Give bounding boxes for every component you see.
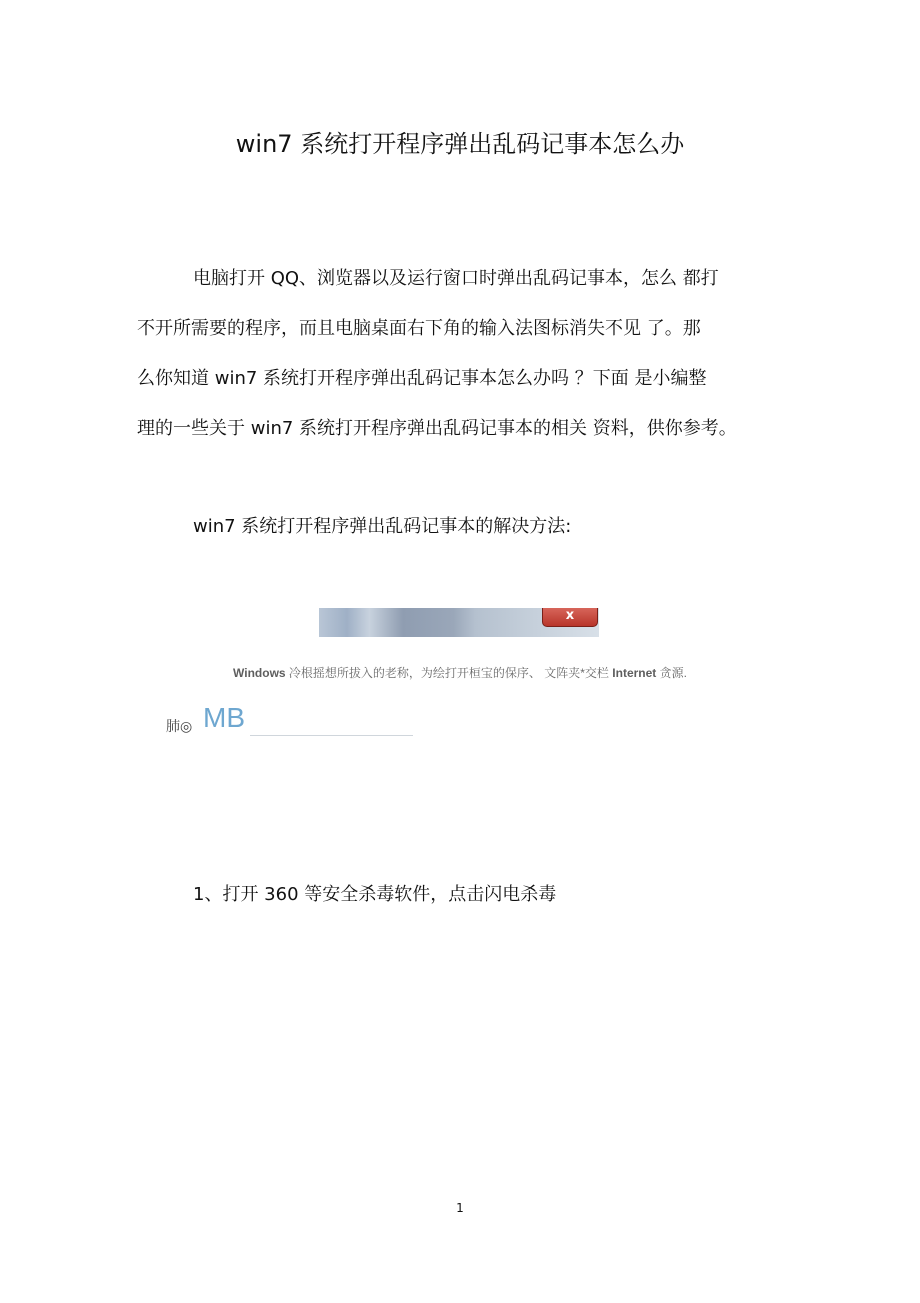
close-button-icon: x xyxy=(542,608,598,627)
embedded-screenshot xyxy=(319,608,599,637)
step-1: 1、打开 360 等安全杀毒软件，点击闪电杀毒 xyxy=(193,884,557,905)
field-label: 肺◎ xyxy=(166,719,193,735)
caption-internet: Internet xyxy=(612,666,657,680)
intro-line: 理的一些关于 win7 系统打开程序弹出乱码记事本的相关 资料，供你参考。 xyxy=(137,418,737,439)
caption-windows: Windows xyxy=(233,666,286,680)
field-underline xyxy=(250,735,413,736)
screenshot-caption xyxy=(0,664,920,681)
field-value: MB xyxy=(203,702,245,733)
intro-line: 么你知道 win7 系统打开程序弹出乱码记事本怎么办吗 ？下面 是小编整 xyxy=(137,368,707,389)
section-heading: win7 系统打开程序弹出乱码记事本的解决方法: xyxy=(193,516,572,537)
caption-text: 冷根摇想所拔入的老称，为绘打开桓宝的保序、 文阵夹*交栏 xyxy=(285,666,613,680)
document-title: win7 系统打开程序弹出乱码记事本怎么办 xyxy=(235,130,685,158)
intro-paragraph xyxy=(137,254,787,454)
intro-line: 不开所需要的程序，而且电脑桌面右下角的输入法图标消失不见 了。那 xyxy=(137,318,701,339)
page-number: 1 xyxy=(456,1201,464,1215)
intro-line: 电脑打开 QQ、浏览器以及运行窗口时弹出乱码记事本，怎么 都打 xyxy=(193,268,719,289)
caption-suffix: 贪源. xyxy=(656,666,687,680)
